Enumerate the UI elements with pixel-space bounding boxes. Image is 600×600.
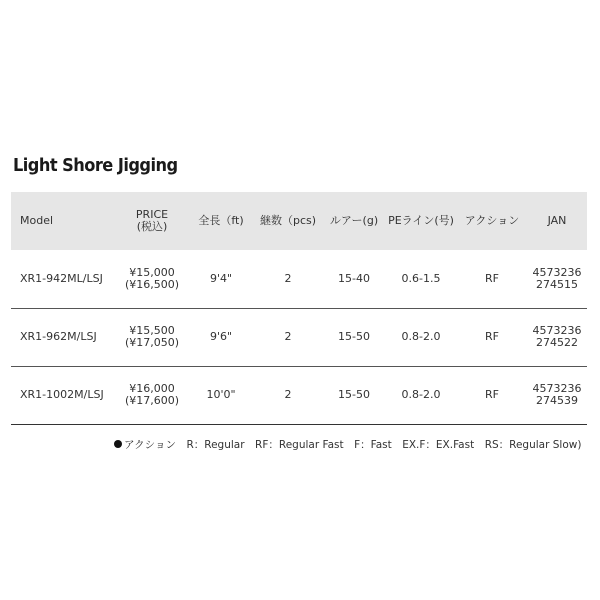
cell-jan-line1: 4573236: [532, 324, 582, 337]
cell-jan-line2: 274539: [536, 394, 578, 407]
header-price: [115, 192, 189, 250]
cell-lure: 15-50: [338, 330, 370, 343]
cell-jan: [527, 366, 587, 424]
table-row: [11, 366, 587, 424]
action-legend-note: [114, 437, 581, 452]
cell-length: 9'4": [209, 271, 233, 285]
cell-jan-line1: 4573236: [532, 382, 582, 395]
cell-model: XR1-942ML/LSJ: [20, 271, 103, 285]
header-price-tax-label: (税込): [136, 220, 168, 233]
header-action: アクション: [464, 214, 520, 227]
cell-jan: [527, 308, 587, 366]
header-jan: JAN: [547, 214, 567, 227]
cell-jan-line2: 274522: [536, 336, 578, 349]
header-pieces: 継数（pcs): [259, 214, 317, 227]
cell-price: [115, 366, 189, 424]
page-title: Light Shore Jigging: [13, 155, 178, 176]
cell-pe-line: 0.8-2.0: [401, 330, 441, 343]
cell-pe-line: 0.8-2.0: [401, 388, 441, 401]
cell-jan: [527, 250, 587, 308]
header-price-label: PRICE: [135, 208, 169, 221]
header-pe-line: PEライン(号): [388, 214, 454, 227]
cell-price-tax-value: (¥17,050): [124, 336, 180, 349]
cell-model: XR1-1002M/LSJ: [20, 388, 104, 401]
cell-price-value: ¥15,500: [129, 324, 175, 337]
spec-table: [11, 192, 587, 425]
table-header-row: [11, 192, 587, 250]
cell-length: 9'6": [209, 330, 233, 343]
header-length: 全長（ft): [198, 214, 244, 227]
cell-jan-line1: 4573236: [532, 265, 582, 279]
cell-length: 10'0": [206, 388, 236, 401]
header-lure: ルアー(g): [329, 214, 379, 227]
cell-price-tax-value: (¥16,500): [124, 277, 180, 291]
cell-price-value: ¥16,000: [129, 382, 175, 395]
cell-lure: 15-50: [338, 388, 370, 401]
cell-action: RF: [485, 271, 499, 285]
cell-price: [115, 250, 189, 308]
action-legend-text: アクション R：Regular RF：Regular Fast F：Fast EX.F：EX.Fast RS：Regular Slow): [124, 439, 582, 451]
cell-pe-line: 0.6-1.5: [401, 271, 441, 285]
cell-pieces: 2: [284, 388, 292, 401]
bullet-icon: [114, 440, 122, 448]
cell-price: [115, 308, 189, 366]
cell-price-tax-value: (¥17,600): [124, 394, 180, 407]
cell-pieces: 2: [284, 271, 292, 285]
cell-price-value: ¥15,000: [129, 265, 175, 279]
header-model: Model: [20, 214, 54, 227]
table-row: [11, 250, 587, 308]
cell-action: RF: [485, 330, 499, 343]
cell-jan-line2: 274515: [536, 277, 578, 291]
cell-lure: 15-40: [338, 271, 370, 285]
cell-action: RF: [485, 388, 499, 401]
table-row: [11, 308, 587, 366]
cell-pieces: 2: [284, 330, 292, 343]
cell-model: XR1-962M/LSJ: [20, 330, 97, 343]
